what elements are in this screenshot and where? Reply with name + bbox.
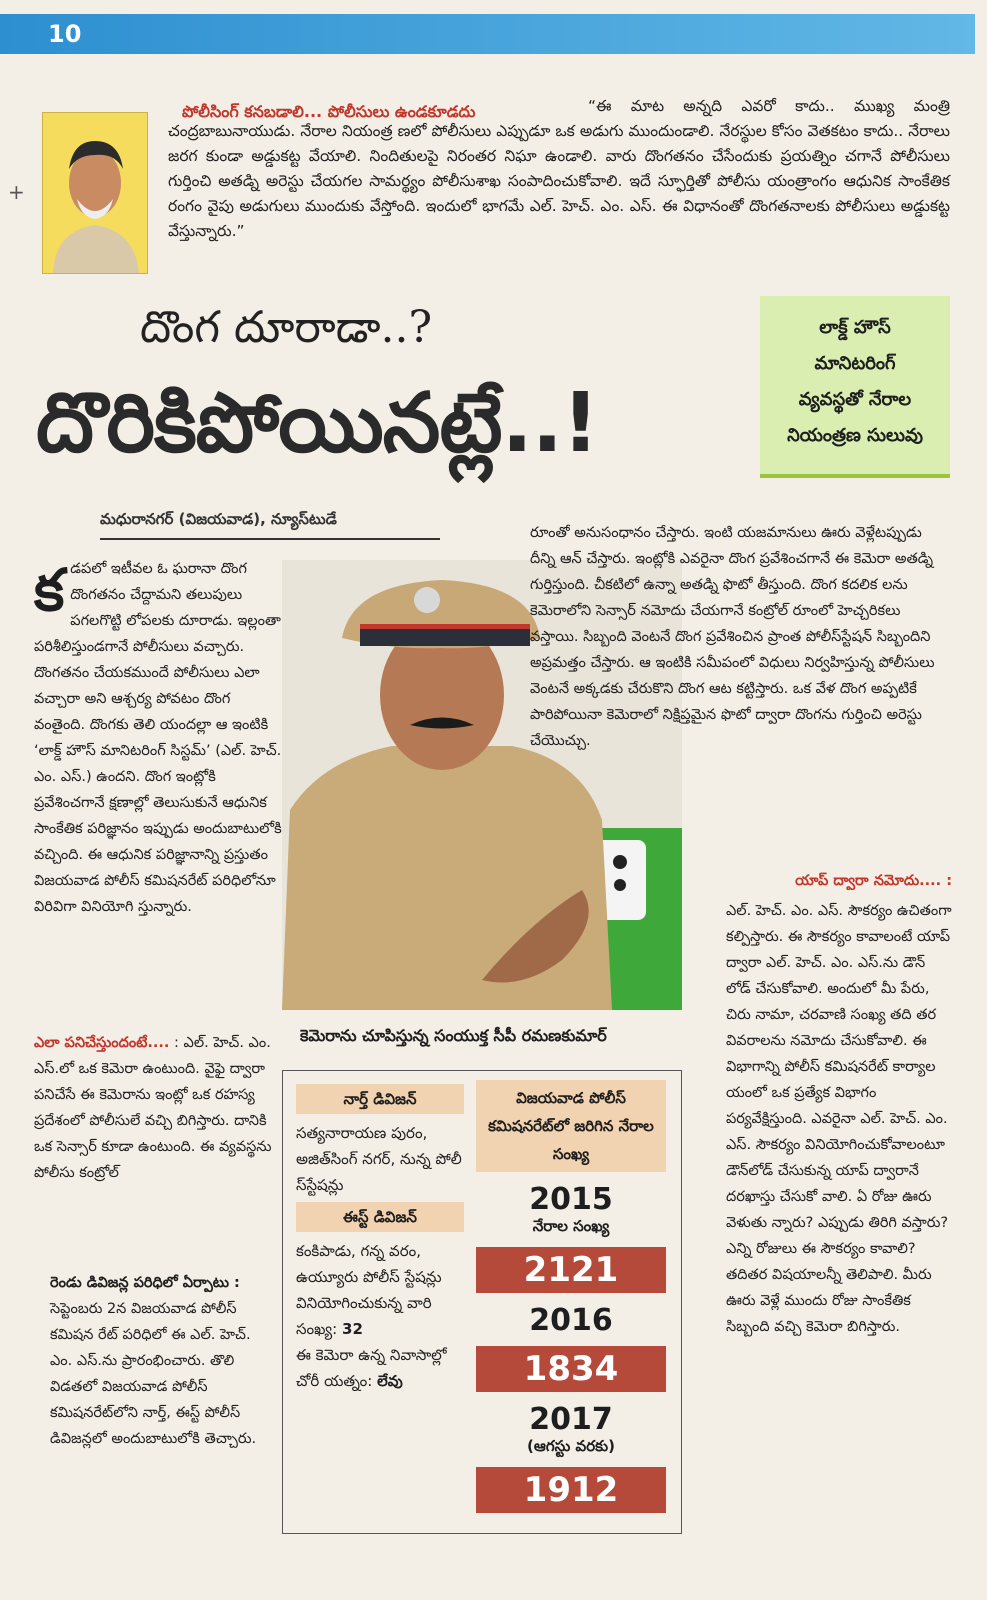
users-value: 32: [342, 1320, 363, 1338]
body-paragraph: డపలో ఇటీవల ఓ ఘరానా దొంగ దొంగతనం చేద్దామని తలుపులు పగలగొట్టి లోపలకు దూరాడు. ఇల్లంతా పరిశీలిస్తుండగానే పోలీసులు వచ్చారు. దొంగతనం చేయకముందే పోలీసులు ఎలా వచ్చారా అని ఆశ్చర్య పోవటం దొంగ వంతైంది. దొంగకు తెలి యందల్లా ఆ ఇంటికి ‘లాక్డ్‌ హౌస్‌ మానిటరింగ్‌ సిస్టమ్‌’ (ఎల్‌. హెచ్‌. ఎం. ఎస్‌.) ఉందని. దొంగ ఇంట్లోకి ప్రవేశించగానే క్షణాల్లో తెలుసుకునే ఆధునిక సాంకేతిక పరిజ్ఞానం ఇప్పుడు అందుబాటులోకి వచ్చింది. ఈ ఆధునిక పరిజ్ఞానాన్ని ప్రస్తుతం విజయవాడ పోలీస్‌ కమిషనరేట్‌ పరిధిలోనూ విరివిగా వినియోగి స్తున్నారు.: [34, 561, 282, 915]
body-column-1: [34, 556, 284, 920]
users-label: వినియోగించుకున్న వారి సంఖ్య:: [296, 1294, 432, 1338]
stats-left-column: [296, 1080, 464, 1394]
body-column-1b: [34, 1030, 284, 1186]
body-column-1c: [50, 1270, 275, 1452]
highlight-box: [760, 296, 950, 478]
stats-right-column: [476, 1080, 666, 1521]
year-sublabel: నేరాల సంఖ్య: [532, 1217, 610, 1235]
year-label: 2015: [529, 1182, 613, 1217]
highlight-line: వ్యవస్థతో నేరాల: [798, 389, 912, 410]
body-column-4: [726, 868, 952, 1340]
dropcap: క: [34, 556, 65, 624]
body-column-3: రూంతో అనుసంధానం చేస్తారు. ఇంటి యజమానులు ఊరు వెళ్లేటప్పుడు దీన్ని ఆన్‌ చేస్తారు. ఇంట్లోకి ఎవరైనా దొంగ ప్రవేశించగానే ఈ కెమెరా అతడ్ని గుర్తిస్తుంది. చీకటిలో ఉన్నా అతడ్ని ఫొటో తీస్తుంది. దొంగ కదలిక లను కెమెరాలోని సెన్సార్‌ నమోదు చేయగానే కంట్రోల్‌ రూంలో హెచ్చరికలు వస్తాయి. సిబ్బంది వెంటనే దొంగ ప్రవేశించిన ప్రాంత పోలీస్‌స్టేషన్‌ సిబ్బందిని అప్రమత్తం చేస్తారు. ఆ ఇంటికి సమీపంలో విధులు నిర్వహిస్తున్న పోలీసులు వెంటనే అక్కడకు చేరుకొని దొంగ ఆట కట్టిస్తారు. ఒక వేళ దొంగ అప్పటికే పారిపోయినా కెమెరాలో నిక్షిప్తమైన ఫొటో ద్వారా దొంగను గుర్తించి అరెస్టు చేయొచ్చు.: [530, 525, 935, 749]
crime-count-value: 1834: [476, 1346, 666, 1392]
quote-headline: పోలీసింగ్ కనబడాలి... పోలీసులు ఉండకూడదు: [182, 102, 476, 121]
highlight-line: నియంత్రణ సులువు: [787, 425, 923, 446]
crime-count-value: 2121: [476, 1247, 666, 1293]
year-label: 2017: [529, 1402, 613, 1437]
body-paragraph: : ఎల్‌. హెచ్‌. ఎం. ఎస్‌.లో ఒక కెమెరా ఉంటుంది. వైఫై ద్వారా పనిచేసే ఈ కెమెరాను ఇంట్లో ఒక రహస్య ప్రదేశంలో పోలీసులే వచ్చి బిగిస్తారు. దానికి ఒక సెన్సార్‌ కూడా ఉంటుంది. ఈ వ్యవస్థను పోలీసు కంట్రోల్‌: [34, 1035, 272, 1181]
subhead-app-registration: యాప్‌ ద్వారా నమోదు.... :: [795, 873, 952, 889]
north-division-label: నార్త్‌ డివిజన్‌: [296, 1084, 464, 1114]
east-division-stations: కంకిపాడు, గన్న వరం, ఉయ్యూరు పోలీస్‌ స్టేషన్లు: [296, 1242, 442, 1286]
theft-label: ఈ కెమెరా ఉన్న నివాసాల్లో చోరీ యత్నం:: [296, 1346, 447, 1390]
east-division-label: ఈస్ట్‌ డివిజన్‌: [296, 1202, 464, 1232]
quote-body: ణలో పోలీసులు ఎప్పుడూ ఒక అడుగు ముందుండాలి. నేరస్థుల కోసం వెతకటం కాదు.. నేరాలు జరగ కుండా అడ్డుకట్ట వేయాలి. నిందితులపై నిరంతర నిఘా ఉండాలి. వారు దొంగతనం చేసేందుకు ప్రయత్నిం చగానే పోలీసులు గుర్తించి అతడ్ని అరెస్టు చేయగల సామర్థ్యం పోలీసుశాఖ సంపాదించుకోవాలి. ఇదే స్ఫూర్తితో పోలీసు యంత్రాంగం ఆధునిక సాంకేతిక రంగం వైపు అడుగులు ముందుకు వేస్తోంది. ఇందులో భాగమే ఎల్‌. హెచ్‌. ఎం. ఎస్‌. ఈ విధానంతో దొంగతనాలకు పోలీసులు అడ్డుకట్ట వేస్తున్నారు.”: [168, 122, 950, 240]
dateline: మధురానగర్‌ (విజయవాడ), న్యూస్‌టుడే: [100, 510, 440, 540]
headline-line-2: దొరికిపోయినట్లే..!: [36, 376, 599, 471]
cm-portrait-photo: [42, 112, 148, 274]
highlight-line: మానిటరింగ్‌: [814, 353, 896, 374]
page-number: 10: [48, 20, 82, 48]
north-division-stations: సత్యనారాయణ పురం, అజిత్‌సింగ్‌ నగర్‌, నున్న పోలీ స్‌స్టేషన్లు: [296, 1124, 462, 1194]
quote-line-1: “ఈ మాట అన్నది ఎవరో కాదు.. ముఖ్య మంత్రి చంద్రబాబునాయుడు. నేరాల నియంత్ర: [168, 97, 950, 140]
registration-mark: +: [8, 180, 25, 204]
crime-count-value: 1912: [476, 1467, 666, 1513]
subhead-two-divisions: రెండు డివిజన్ల పరిధిలో ఏర్పాటు :: [50, 1275, 240, 1291]
theft-value: లేవు: [377, 1372, 403, 1390]
year-label: 2016: [529, 1303, 613, 1338]
body-paragraph: ఎల్‌. హెచ్‌. ఎం. ఎస్‌. సౌకర్యం ఉచితంగా కల్పిస్తారు. ఈ సౌకర్యం కావాలంటే యాప్‌ ద్వారా ఎల్‌. హెచ్‌. ఎం. ఎస్‌.ను డౌన్‌ లోడ్‌ చేసుకోవాలి. అందులో మీ పేరు, చిరు నామా, చరవాణి సంఖ్య తది తర వివరాలను నమోదు చేసుకోవాలి. ఈ విభాగాన్ని పోలీస్‌ కమిషనరేట్‌ కార్యాల యంలో ఒక ప్రత్యేక విభాగం పర్యవేక్షిస్తుంది. ఎవరైనా ఎల్‌. హెచ్‌. ఎం. ఎస్‌. సౌకర్యం వినియోగించుకోవాలంటూ డౌన్‌లోడ్‌ చేసుకున్న యాప్‌ ద్వారానే దరఖాస్తు చేసుకో వాలి. ఏ రోజు ఊరు వెళుతు న్నారు? ఎప్పుడు తిరిగి వస్తారు? ఎన్ని రోజులు ఈ సౌకర్యం కావాలి? తదితర విషయాలన్నీ తెలిపాలి. మీరు ఊరు వెళ్లే ముందు రోజు సాంకేతిక సిబ్బంది వచ్చి కెమెరా బిగిస్తారు.: [726, 903, 952, 1335]
headline-line-1: దొంగ దూరాడా..?: [140, 302, 433, 353]
crime-count-heading: విజయవాడ పోలీస్‌ కమిషనరేట్‌లో జరిగిన నేరాల సంఖ్య: [476, 1080, 666, 1172]
body-paragraph: సెప్టెంబరు 2న విజయవాడ పోలీస్‌ కమిషన రేట్‌ పరిధిలో ఈ ఎల్‌. హెచ్‌. ఎం. ఎస్‌.ను ప్రారంభించారు. తొలి విడతలో విజయవాడ పోలీస్‌ కమిషనరేట్‌లోని నార్త్‌, ఈస్ట్‌ పోలీస్‌ డివిజన్లలో అందుబాటులోకి తెచ్చారు.: [50, 1301, 257, 1447]
year-sublabel: (ఆగస్టు వరకు): [527, 1437, 615, 1455]
subhead-how-it-works: ఎలా పనిచేస్తుందంటే....: [34, 1035, 170, 1051]
page-header-bar: [0, 14, 975, 54]
highlight-line: లాక్డ్‌ హౌస్‌: [819, 317, 891, 338]
quote-text: [168, 94, 950, 244]
photo-caption: కెమెరాను చూపిస్తున్న సంయుక్త సీపీ రమణకుమార్‌: [300, 1026, 607, 1045]
